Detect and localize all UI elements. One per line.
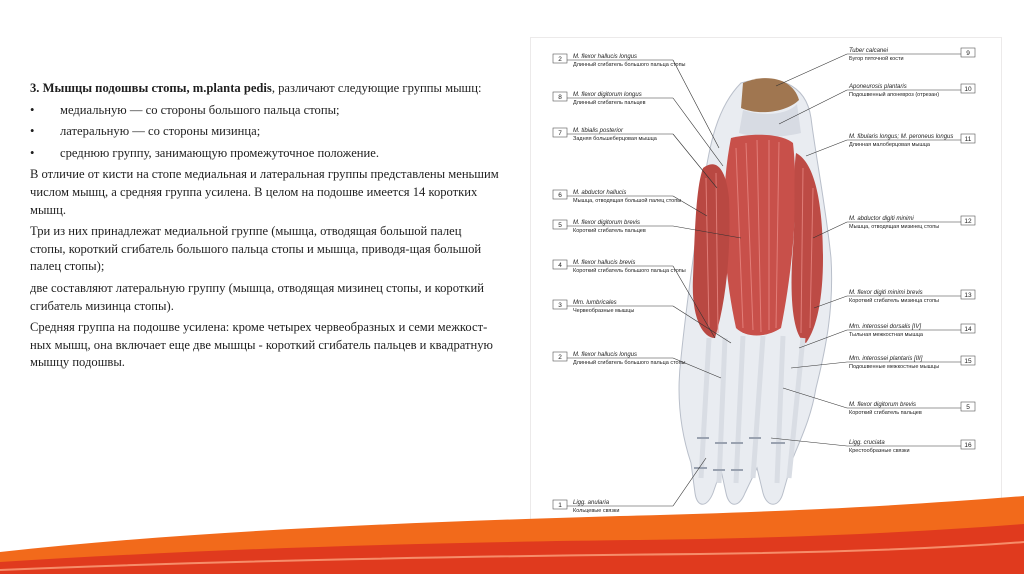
label-russian: Кольцевые связки xyxy=(573,508,620,514)
label-russian: Тыльная межкостная мышца xyxy=(849,332,923,338)
label-russian: Длинный сгибатель большого пальца стопы xyxy=(573,360,686,366)
figure-label xyxy=(776,48,975,86)
label-latin: Ligg. anularia xyxy=(573,500,610,506)
label-latin: Ligg. cruciata xyxy=(849,440,885,446)
figure-label xyxy=(553,128,717,188)
label-number: 11 xyxy=(964,136,972,143)
label-number: 2 xyxy=(558,354,562,361)
decorative-waves xyxy=(0,470,1024,574)
label-russian: Длинный сгибатель пальцев xyxy=(573,100,646,106)
label-latin: M. fibularis longus; M. peroneus longus xyxy=(849,134,954,140)
leader-line xyxy=(673,60,719,148)
slide-text xyxy=(30,80,500,376)
label-number: 6 xyxy=(558,192,562,199)
bullet-item xyxy=(30,102,500,120)
bullet-item xyxy=(30,123,500,141)
figure-label xyxy=(814,290,975,308)
label-number: 9 xyxy=(966,50,970,57)
foot-anatomy-figure xyxy=(530,37,1002,539)
label-russian: Мышца, отводящая мизинец стопы xyxy=(849,224,940,230)
label-latin: M. abductor digiti minimi xyxy=(849,216,914,222)
label-number: 5 xyxy=(966,404,970,411)
figure-label xyxy=(806,134,975,156)
bullet-text: латеральную — со стороны мизинца; xyxy=(60,124,261,139)
figure-label xyxy=(813,216,975,238)
intro-paragraph xyxy=(30,80,500,98)
foot-muscles-illustration xyxy=(531,38,1001,538)
label-russian: Подошвенные межкостные мышцы xyxy=(849,364,940,370)
label-latin: Mm. lumbricales xyxy=(573,300,617,306)
label-latin: M. flexor digiti minimi brevis xyxy=(849,290,923,296)
paragraph-lateral-group: две составляют латеральную группу (мышца, отводящая мизинец стопы, и короткий сгибатель мизинца стопы). xyxy=(30,280,484,313)
label-russian: Бугор пяточной кости xyxy=(849,56,904,62)
label-latin: M. flexor hallucis longus xyxy=(573,352,638,358)
bullet-icon: • xyxy=(30,145,35,160)
label-latin: M. abductor hallucis xyxy=(573,190,627,196)
label-latin: Aponeurosis plantaris xyxy=(849,84,907,90)
label-russian: Подошвенный апоневроз (отрезан) xyxy=(849,92,940,98)
bullet-text: среднюю группу, занимающую промежуточное положение. xyxy=(60,145,380,160)
label-latin: Tuber calcanei xyxy=(849,48,888,54)
label-number: 8 xyxy=(558,94,562,101)
label-russian: Мышца, отводящая большой палец стопы xyxy=(573,198,682,204)
label-number: 1 xyxy=(558,502,562,509)
label-number: 7 xyxy=(558,130,562,137)
label-number: 12 xyxy=(964,218,972,225)
label-russian: Крестообразные связки xyxy=(849,448,910,454)
label-russian: Длинный сгибатель большого пальца стопы xyxy=(573,62,686,68)
section-title-rest: , различают следующие группы мышц: xyxy=(271,81,482,95)
paragraph-middle-group: Средняя группа на подошве усилена: кроме четырех червеобразных и семи межкост-ных мышц, она включает еще две мышцы - короткий сгибатель пальцев и квадратную мышцу подошвы. xyxy=(30,320,493,370)
label-latin: Mm. interossei plantaris [III] xyxy=(849,356,923,362)
bullet-icon: • xyxy=(30,124,35,139)
bullet-icon: • xyxy=(30,102,35,117)
label-russian: Короткий сгибатель большого пальца стопы xyxy=(573,268,686,274)
label-number: 4 xyxy=(558,262,562,269)
label-number: 15 xyxy=(964,358,972,365)
label-latin: M. flexor hallucis brevis xyxy=(573,260,636,266)
label-latin: M. flexor digitorum brevis xyxy=(573,220,641,226)
label-number: 3 xyxy=(558,302,562,309)
label-latin: M. flexor hallucis longus xyxy=(573,54,638,60)
label-russian: Короткий сгибатель пальцев xyxy=(573,228,646,234)
label-russian: Короткий сгибатель мизинца стопы xyxy=(849,298,940,304)
leader-line xyxy=(776,54,847,86)
label-number: 16 xyxy=(964,442,972,449)
label-latin: Mm. interossei dorsalis [IV] xyxy=(849,324,922,330)
paragraph-medial-group: Три из них принадлежат медиальной группе (мышца, отводящая большой палец стопы, короткий сгибатель большого пальца стопы и мышца, приводя-щая большой палец стопы); xyxy=(30,224,482,274)
bullet-item xyxy=(30,145,500,163)
bullet-text: медиальную — со стороны большого пальца стопы; xyxy=(60,102,340,117)
label-number: 13 xyxy=(964,292,972,299)
label-number: 10 xyxy=(964,86,972,93)
label-russian: Червеобразные мышцы xyxy=(573,308,635,314)
section-title: 3. Мышцы подошвы стопы, m.planta pedis xyxy=(30,81,272,95)
label-number: 14 xyxy=(964,326,972,333)
label-latin: M. flexor digitorum longus xyxy=(573,92,642,98)
label-russian: Задняя большеберцовая мышца xyxy=(573,136,657,142)
label-latin: M. tibialis posterior xyxy=(573,128,624,134)
figure-label xyxy=(553,190,707,216)
label-latin: M. flexor digitorum brevis xyxy=(849,402,917,408)
label-russian: Короткий сгибатель пальцев xyxy=(849,410,922,416)
label-russian: Длинная малоберцовая мышца xyxy=(849,142,930,148)
figure-label xyxy=(771,438,975,454)
flexor-digitorum-brevis-muscle xyxy=(724,135,796,336)
label-number: 5 xyxy=(558,222,562,229)
label-number: 2 xyxy=(558,56,562,63)
paragraph-groups-compare: В отличие от кисти на стопе медиальная и латеральная группы представлены меньшим числом мышц, а средняя группа усилена. В целом на подошве имеется 14 коротких мышц. xyxy=(30,167,499,217)
